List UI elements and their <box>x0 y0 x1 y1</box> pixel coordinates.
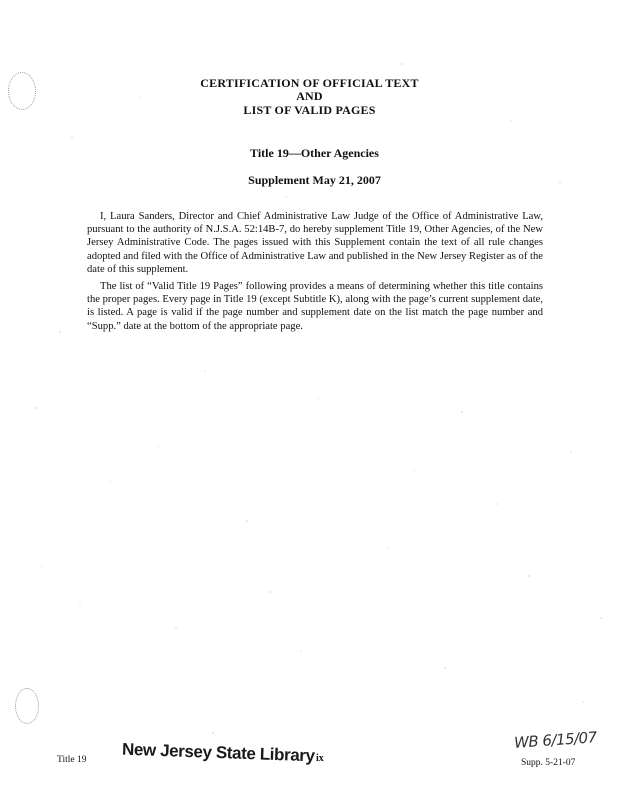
heading-conjunction: AND <box>296 89 323 103</box>
footer-supplement-date: Supp. 5-21-07 <box>521 758 576 768</box>
library-stamp: New Jersey State Library <box>121 739 315 766</box>
page-number: ix <box>316 753 324 764</box>
certification-paragraph: I, Laura Sanders, Director and Chief Administrative Law Judge of the Office of Administrative Law, pursuant to the authority of N.J.S.A. 52:14B-7, do hereby supplement Title 19, Other Agencies, of the New Jersey Administrative Code. The pages issued with this Supplement contain the text of all rule changes adopted and filed with the Office of Administrative Law and published in the New Jersey Register as of the date of this supplement. <box>87 211 543 275</box>
valid-pages-heading: LIST OF VALID PAGES <box>243 103 376 117</box>
footer-title: Title 19 <box>57 755 87 765</box>
handwritten-initials: WB 6/15/07 <box>513 728 598 752</box>
binder-hole-mark <box>15 688 39 724</box>
title-subheading: Title 19—Other Agencies <box>250 146 379 160</box>
certification-heading: CERTIFICATION OF OFFICIAL TEXT <box>200 76 419 90</box>
supplement-date-subheading: Supplement May 21, 2007 <box>248 173 381 187</box>
valid-pages-paragraph: The list of “Valid Title 19 Pages” following provides a means of determining whether this title contains the proper pages. Every page in Title 19 (except Subtitle K), along with the page’s current supplement date, is listed. A page is valid if the page number and supplement date on the list match the page number and “Supp.” date at the bottom of the appropriate page. <box>87 281 543 332</box>
